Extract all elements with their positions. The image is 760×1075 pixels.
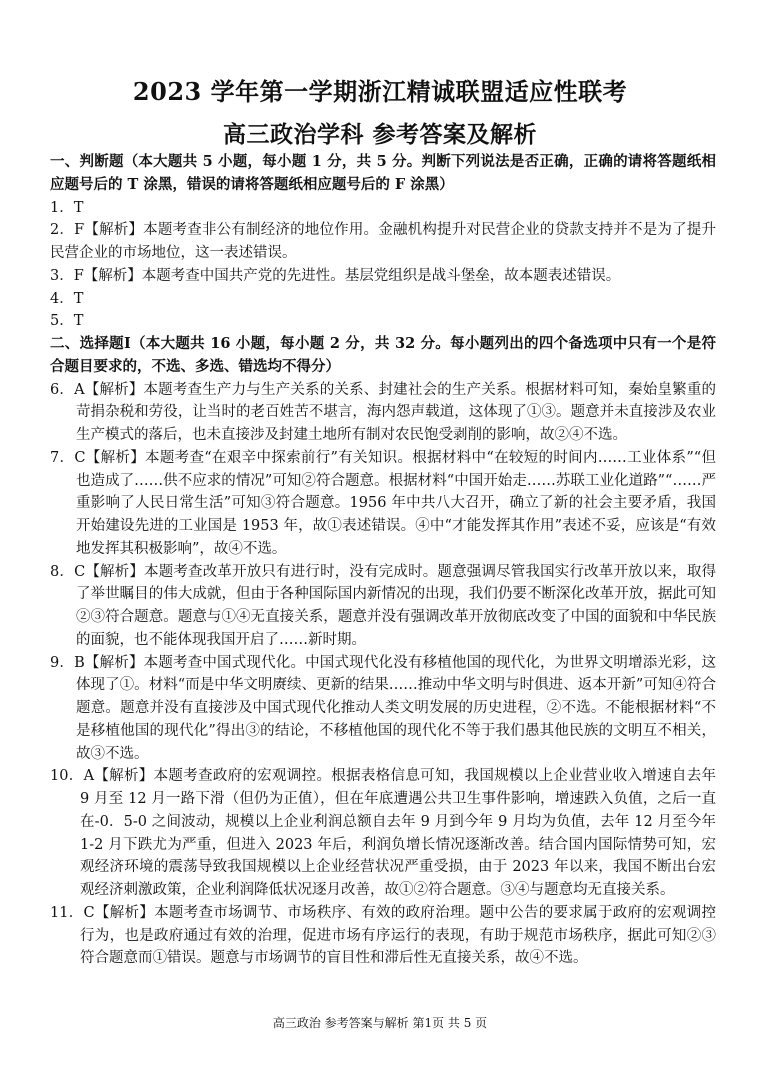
item-text: C【解析】本题考查市场调节、市场秩序、有效的政府治理。题中公告的要求属于政府的宏观调控行为，也是政府通过有效的治理，促进市场有序运行的表现，有助于规范市场秩序，据此可知②③符合题意而①错误。题意与市场调节的盲目性和滞后性无直接关系，故④不选。 [80,904,717,967]
answer-item-1 [50,197,716,220]
answer-item-6 [50,379,716,447]
answer-item-7 [50,447,716,561]
document-subtitle: 高三政治学科 参考答案及解析 [222,121,537,148]
answer-item-3 [50,265,716,288]
answer-item-10 [50,765,716,902]
item-number: 4． [50,290,74,307]
item-text: F【解析】本题考查非公有制经济的地位作用。金融机构提升对民营企业的贷款支持并不是为了提升民营企业的市场地位，这一表述错误。 [50,222,716,261]
answer-item-8 [50,561,716,652]
section-heading-judgment: 一、判断题（本大题共 5 小题，每小题 1 分，共 5 分。判断下列说法是否正确，正确的请将答题纸相应题号后的 T 涂黑，错误的请将答题纸相应题号后的 F 涂黑） [50,153,716,193]
item-text: T [73,199,84,216]
answer-item-4 [50,288,716,311]
item-text: A【解析】本题考查生产力与生产关系的关系、封建社会的生产关系。根据材料可知，秦始皇繁重的苛捐杂税和劳役，让当时的老百姓苦不堪言，海内怨声载道，这体现了①③。题意并未直接涉及农业生产模式的落后，也未直接涉及封建土地所有制对农民饱受剥削的影响，故②④不选。 [74,381,717,443]
item-text: B【解析】本题考查中国式现代化。中国式现代化没有移植他国的现代化，为世界文明增添光彩，这体现了①。材料“而是中华文明赓续、更新的结果……推动中华文明与时俱进、返本开新”可知④符合题意。题意并没有直接涉及中国式现代化推动人类文明发展的历史进程，②不选。不能根据材料“不是移植他国的现代化”得出③的结论，不移植他国的现代化不等于我们愚其他民族的文明互不相关，故③不选。 [74,654,716,762]
answer-item-11 [50,902,716,970]
document-title: 2023 学年第一学期浙江精诚联盟适应性联考 [132,77,628,106]
item-number: 1． [50,199,74,216]
item-number: 7． [50,449,75,466]
answer-content [50,151,716,970]
answer-item-5 [50,310,716,333]
answer-item-9 [50,652,716,766]
item-text: C【解析】本题考查改革开放只有进行时，没有完成时。题意强调尽管我国实行改革开放以来，取得了举世瞩目的伟大成就，但由于各种国际国内新情况的出现，我们仍要不断深化改革开放，据此可知②③符合题意。题意与①④无直接关系，题意并没有强调改革开放彻底改变了中国的面貌和中华民族的面貌，也不能体现我国开启了……新时期。 [74,563,716,648]
item-text: C【解析】本题考查“在艰辛中探索前行”有关知识。根据材料中“在较短的时间内……工业体系”“但也造成了……供不应求的情况”可知②符合题意。根据材料“中国开始走……苏联工业化道路”“……严重影响了人民日常生活”可知③符合题意。1956 年中共八大召开，确立了新的社会主要矛盾，我国开始建设先进的工业国是 1953 年，故①表述错误。④中“才能发挥其作用”表述不妥，应该是“有效地发挥其积极影响”，故④不选。 [74,449,716,557]
page-footer: 高三政治 参考答案与解析 第1页 共 5 页 [272,1016,488,1030]
item-number: 10． [50,768,84,785]
item-number: 6． [50,381,75,398]
item-number: 9． [50,654,75,671]
section-heading-choice: 二、选择题Ⅰ（本大题共 16 小题，每小题 2 分，共 32 分。每小题列出的四个备选项中只有一个是符合题目要求的，不选、多选、错选均不得分） [50,335,716,375]
item-text: A【解析】本题考查政府的宏观调控。根据表格信息可知，我国规模以上企业营业收入增速自去年 9 月至 12 月一路下滑（但仍为正值），但在年底遭遇公共卫生事件影响，增速跌入负值，之后一直在-0．5-0 之间波动，规模以上企业利润总额自去年 9 月到今年 9 月均为负值，去年 12 月至今年 1-2 月下跌尤为严重，但进入 2023 年后，利润负增长情况逐渐改善。结合国内国际情势可知，宏观经济环境的震荡导致我国规模以上企业经营状况严重受损，由于 2023 年以来，我国不断出台宏观经济刺激政策，企业利润降低状况逐月改善，故①②符合题意。③④与题意均无直接关系。 [80,768,717,898]
item-text: F【解析】本题考查中国共产党的先进性。基层党组织是战斗堡垒，故本题表述错误。 [73,267,621,284]
item-text: T [73,290,84,307]
item-number: 3． [50,267,74,284]
item-number: 11． [50,904,84,921]
answer-item-2 [50,219,716,265]
item-number: 5． [50,313,74,330]
item-number: 2． [50,222,75,239]
item-text: T [73,313,84,330]
item-number: 8． [50,563,75,580]
